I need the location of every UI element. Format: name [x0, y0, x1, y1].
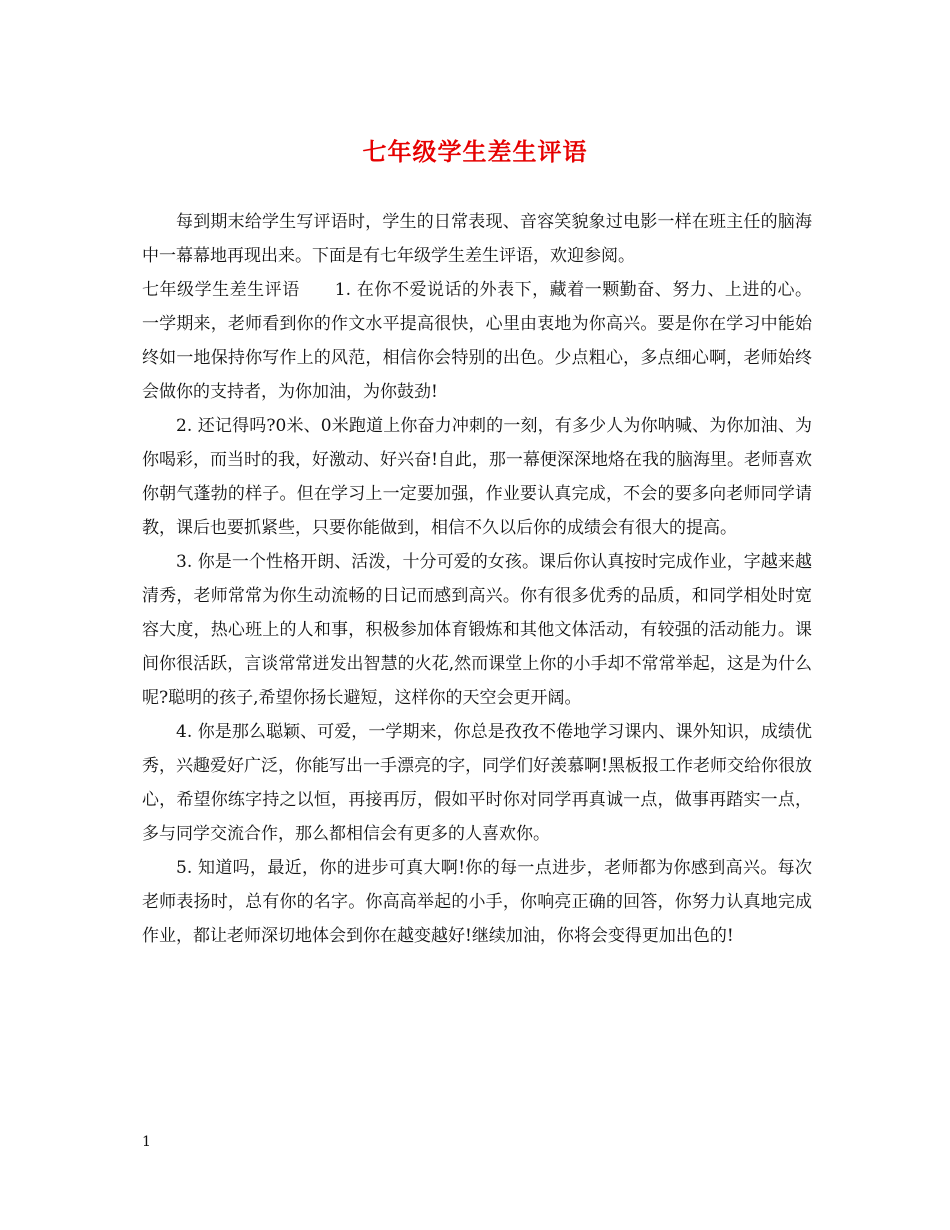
intro-paragraph: 每到期末给学生写评语时，学生的日常表现、音容笑貌象过电影一样在班主任的脑海中一幕幕地再现出来。下面是有七年级学生差生评语，欢迎参阅。 — [142, 212, 812, 266]
comment-paragraph-3: 3. 你是一个性格开朗、活泼，十分可爱的女孩。课后你认真按时完成作业，字越来越清秀，老师常常为你生动流畅的日记而感到高兴。你有很多优秀的品质，和同学相处时宽容大度，热心班上的人和事，积极参加体育锻炼和其他文体活动，有较强的活动能力。课间你很活跃，言谈常常迸发出智慧的火花,然而课堂上你的小手却不常常举起，这是为什么呢?聪明的孩子,希望你扬长避短，这样你的天空会更开阔。 — [142, 552, 812, 708]
comment-paragraph-1: 七年级学生差生评语 1. 在你不爱说话的外表下，藏着一颗勤奋、努力、上进的心。 一学期来，老师看到你的作文水平提高很快，心里由衷地为你高兴。要是你在学习中能始终如一地保持你写作上的风范，相信你会特别的出色。少点粗心，多点细心啊，老师始终会做你的支持者，为你加油，为你鼓劲! — [142, 280, 812, 402]
comment-paragraph-5: 5. 知道吗，最近，你的进步可真大啊!你的每一点进步，老师都为你感到高兴。每次老师表扬时，总有你的名字。你高高举起的小手，你响亮正确的回答，你努力认真地完成作业，都让老师深切地体会到你在越变越好!继续加油，你将会变得更加出色的! — [142, 858, 812, 946]
comment-paragraph-2: 2. 还记得吗?0米、0米跑道上你奋力冲刺的一刻，有多少人为你呐喊、为你加油、为你喝彩，而当时的我，好激动、好兴奋!自此，那一幕便深深地烙在我的脑海里。老师喜欢你朝气蓬勃的样子。但在学习上一定要加强，作业要认真完成，不会的要多向老师同学请教，课后也要抓紧些，只要你能做到，相信不久以后你的成绩会有很大的提高。 — [142, 416, 812, 538]
document-body — [142, 205, 812, 953]
page-number: 1 — [142, 1134, 151, 1150]
page-title: 七年级学生差生评语 — [362, 137, 588, 166]
comment-paragraph-4: 4. 你是那么聪颖、可爱，一学期来，你总是孜孜不倦地学习课内、课外知识，成绩优秀，兴趣爱好广泛，你能写出一手漂亮的字，同学们好羡慕啊!黑板报工作老师交给你很放心，希望你练字持之以恒，再接再厉，假如平时你对同学再真诚一点，做事再踏实一点，多与同学交流合作，那么都相信会有更多的人喜欢你。 — [142, 722, 812, 844]
